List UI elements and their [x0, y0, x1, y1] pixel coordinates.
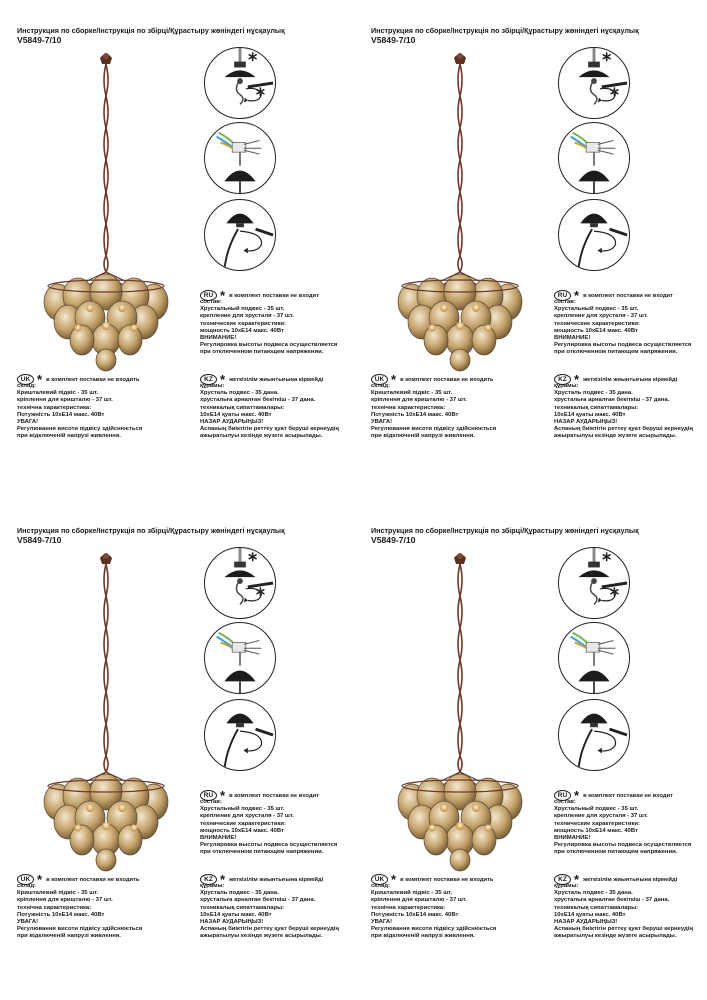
uk-line: УВАГА! — [17, 419, 39, 426]
ru-badge: RU — [200, 790, 217, 801]
uk-line: Потужність 10хЕ14 макс. 40Вт — [371, 911, 459, 918]
uk-line: Потужність 10хЕ14 макс. 40Вт — [17, 911, 105, 918]
ru-line: состав: — [200, 299, 222, 305]
asterisk-icon: * — [391, 371, 397, 387]
asterisk-icon: * — [391, 871, 397, 887]
kz-badge: KZ — [554, 374, 571, 385]
kz-line: 10хЕ14 қуаты макс. 40Вт — [554, 911, 626, 918]
kz-line: құрамы: — [200, 883, 225, 889]
uk-line: кріплення для кришталю - 37 шт. — [17, 397, 113, 404]
ru-text-block — [200, 299, 350, 357]
kz-line: 10хЕ14 қуаты макс. 40Вт — [200, 411, 272, 418]
uk-line: технічна характеристика: — [17, 904, 92, 911]
canopy-rotate-icon — [558, 199, 630, 271]
ru-badge: RU — [554, 290, 571, 301]
instruction-panel-top-left — [0, 0, 353, 500]
uk-line: Регулювання висоти підвісу здійснюється — [371, 926, 497, 933]
ru-line: Регулировка высоты подвеса осуществляется — [200, 842, 338, 849]
uk-line: склад: — [371, 383, 391, 389]
kz-line: НАЗАР АУДАРЫҢЫЗ! — [200, 419, 264, 426]
kz-line: НАЗАР АУДАРЫҢЫЗ! — [200, 919, 264, 926]
uk-line: Кришталевий підвіс - 35 шт. — [371, 890, 453, 897]
kz-line: Аспаның биіктігін реттеу қуат беруші кернеудің — [554, 426, 693, 433]
legend-ru-text: в комплект поставки не входит — [583, 292, 673, 299]
uk-text-block — [371, 383, 521, 441]
uk-line: УВАГА! — [371, 419, 393, 426]
ru-line: при отключенном питающем напряжении. — [200, 349, 324, 356]
kz-badge: KZ — [200, 374, 217, 385]
ru-line: крепление для хрусталя - 37 шт. — [200, 813, 294, 820]
asterisk-icon: * — [220, 287, 226, 303]
uk-line: УВАГА! — [371, 919, 393, 926]
kz-text-block — [554, 383, 704, 441]
ru-line: Регулировка высоты подвеса осуществляется — [554, 342, 692, 349]
kz-line: ажыратылуы кезінде жүзеге асырылады. — [200, 933, 323, 940]
ru-line: при отключенном питающем напряжении. — [554, 849, 678, 856]
asterisk-icon: * — [574, 371, 580, 387]
ru-line: Хрустальный подвес - 35 шт. — [554, 306, 639, 313]
legend-uk-text: в комплект поставки не входить — [400, 376, 494, 383]
ru-line: состав: — [554, 299, 576, 305]
ru-line: Хрустальный подвес - 35 шт. — [200, 306, 285, 313]
legend-kz-text: жеткізілім жиынтығына кірмейді — [583, 376, 678, 383]
asterisk-icon: * — [574, 787, 580, 803]
ru-badge: RU — [554, 790, 571, 801]
uk-line: Кришталевий підвіс - 35 шт. — [371, 390, 453, 397]
kz-line: ажыратылуы кезінде жүзеге асырылады. — [554, 933, 677, 940]
chandelier-illustration — [28, 50, 184, 372]
ru-line: технические характеристики: — [200, 320, 286, 327]
uk-line: кріплення для кришталю - 37 шт. — [371, 897, 467, 904]
ru-line: состав: — [200, 799, 222, 805]
kz-line: құрамы: — [200, 383, 225, 389]
canopy-rotate-icon — [204, 699, 276, 771]
ru-line: мощность 10хЕ14 макс. 40Вт — [554, 827, 638, 834]
uk-line: Потужність 10хЕ14 макс. 40Вт — [17, 411, 105, 418]
legend-kz-text: жеткізілім жиынтығына кірмейді — [229, 376, 324, 383]
ru-line: при отключенном питающем напряжении. — [200, 849, 324, 856]
kz-line: техникалық сипаттамалары: — [554, 404, 639, 411]
ru-badge: RU — [200, 290, 217, 301]
kz-line: Хрусталь подвес - 35 дана. — [200, 890, 279, 897]
uk-line: при відключеній напрузі живлення. — [371, 433, 475, 440]
uk-text-block — [17, 383, 167, 441]
ru-line: технические характеристики: — [200, 820, 286, 827]
kz-line: хрустальға арналған бекіткіш - 37 дана. — [200, 397, 316, 404]
ru-line: мощность 10хЕ14 макс. 40Вт — [200, 327, 284, 334]
kz-line: ажыратылуы кезінде жүзеге асырылады. — [554, 433, 677, 440]
ru-line: Хрустальный подвес - 35 шт. — [554, 806, 639, 813]
ru-line: ВНИМАНИЕ! — [554, 335, 591, 342]
wiring-icon — [558, 622, 630, 694]
uk-line: Регулювання висоти підвісу здійснюється — [17, 426, 143, 433]
ceiling-cup-icon — [204, 547, 276, 619]
ru-line: крепление для хрусталя - 37 шт. — [554, 313, 648, 320]
kz-line: құрамы: — [554, 883, 579, 889]
ru-line: технические характеристики: — [554, 820, 640, 827]
doc-header: Инструкция по сборке/Інструкція по збірці/Құрастыру жөніндегі нұсқаулық — [371, 526, 639, 535]
legend-uk-text: в комплект поставки не входить — [400, 876, 494, 883]
uk-badge: UK — [17, 874, 34, 885]
kz-line: Аспаның биіктігін реттеу қуат беруші кернеудің — [200, 926, 339, 933]
instruction-panel-top-right — [354, 0, 707, 500]
chandelier-illustration — [382, 50, 538, 372]
ru-line: при отключенном питающем напряжении. — [554, 349, 678, 356]
kz-line: 10хЕ14 қуаты макс. 40Вт — [554, 411, 626, 418]
uk-line: Регулювання висоти підвісу здійснюється — [371, 426, 497, 433]
ru-line: крепление для хрусталя - 37 шт. — [554, 813, 648, 820]
uk-line: кріплення для кришталю - 37 шт. — [371, 397, 467, 404]
wiring-icon — [204, 122, 276, 194]
uk-line: Кришталевий підвіс - 35 шт. — [17, 890, 99, 897]
kz-line: ажыратылуы кезінде жүзеге асырылады. — [200, 433, 323, 440]
ceiling-cup-icon — [204, 47, 276, 119]
instruction-panel-bottom-left — [0, 500, 353, 1000]
wiring-icon — [204, 622, 276, 694]
kz-line: хрустальға арналған бекіткіш - 37 дана. — [554, 897, 670, 904]
ru-line: Хрустальный подвес - 35 шт. — [200, 806, 285, 813]
model-number: V5849-7/10 — [371, 535, 416, 545]
uk-badge: UK — [17, 374, 34, 385]
kz-line: техникалық сипаттамалары: — [200, 404, 285, 411]
asterisk-icon: * — [220, 787, 226, 803]
kz-badge: KZ — [554, 874, 571, 885]
kz-line: хрустальға арналған бекіткіш - 37 дана. — [554, 397, 670, 404]
ru-line: Регулировка высоты подвеса осуществляется — [200, 342, 338, 349]
legend-kz-text: жеткізілім жиынтығына кірмейді — [583, 876, 678, 883]
kz-line: Хрусталь подвес - 35 дана. — [554, 890, 633, 897]
doc-header: Инструкция по сборке/Інструкція по збірці/Құрастыру жөніндегі нұсқаулық — [17, 526, 285, 535]
ru-line: ВНИМАНИЕ! — [200, 835, 237, 842]
kz-line: Аспаның биіктігін реттеу қуат беруші кернеудің — [554, 926, 693, 933]
ru-line: технические характеристики: — [554, 320, 640, 327]
kz-text-block — [554, 883, 704, 941]
uk-badge: UK — [371, 874, 388, 885]
kz-line: хрустальға арналған бекіткіш - 37 дана. — [200, 897, 316, 904]
uk-line: технічна характеристика: — [371, 904, 446, 911]
uk-line: при відключеній напрузі живлення. — [17, 933, 121, 940]
kz-line: НАЗАР АУДАРЫҢЫЗ! — [554, 419, 618, 426]
uk-line: при відключеній напрузі живлення. — [17, 433, 121, 440]
chandelier-illustration — [382, 550, 538, 872]
ru-line: мощность 10хЕ14 макс. 40Вт — [554, 327, 638, 334]
wiring-icon — [558, 122, 630, 194]
legend-kz-text: жеткізілім жиынтығына кірмейді — [229, 876, 324, 883]
legend-ru-text: в комплект поставки не входит — [229, 792, 319, 799]
ru-line: ВНИМАНИЕ! — [554, 835, 591, 842]
canopy-rotate-icon — [558, 699, 630, 771]
uk-text-block — [371, 883, 521, 941]
instruction-panel-bottom-right — [354, 500, 707, 1000]
canopy-rotate-icon — [204, 199, 276, 271]
uk-line: УВАГА! — [17, 919, 39, 926]
ceiling-cup-icon — [558, 47, 630, 119]
uk-line: Кришталевий підвіс - 35 шт. — [17, 390, 99, 397]
ru-text-block — [200, 799, 350, 857]
kz-line: құрамы: — [554, 383, 579, 389]
uk-line: технічна характеристика: — [17, 404, 92, 411]
ru-text-block — [554, 299, 704, 357]
model-number: V5849-7/10 — [371, 35, 416, 45]
ru-line: Регулировка высоты подвеса осуществляется — [554, 842, 692, 849]
asterisk-icon: * — [574, 871, 580, 887]
kz-line: 10хЕ14 қуаты макс. 40Вт — [200, 911, 272, 918]
uk-line: склад: — [371, 883, 391, 889]
ceiling-cup-icon — [558, 547, 630, 619]
uk-line: Регулювання висоти підвісу здійснюється — [17, 926, 143, 933]
model-number: V5849-7/10 — [17, 35, 62, 45]
uk-badge: UK — [371, 374, 388, 385]
ru-line: мощность 10хЕ14 макс. 40Вт — [200, 827, 284, 834]
uk-line: склад: — [17, 383, 37, 389]
uk-line: кріплення для кришталю - 37 шт. — [17, 897, 113, 904]
ru-text-block — [554, 799, 704, 857]
uk-line: склад: — [17, 883, 37, 889]
asterisk-icon: * — [574, 287, 580, 303]
asterisk-icon: * — [37, 871, 43, 887]
doc-header: Инструкция по сборке/Інструкція по збірці/Құрастыру жөніндегі нұсқаулық — [371, 26, 639, 35]
chandelier-illustration — [28, 550, 184, 872]
legend-ru-text: в комплект поставки не входит — [583, 792, 673, 799]
kz-line: НАЗАР АУДАРЫҢЫЗ! — [554, 919, 618, 926]
uk-line: технічна характеристика: — [371, 404, 446, 411]
kz-line: Аспаның биіктігін реттеу қуат беруші кернеудің — [200, 426, 339, 433]
asterisk-icon: * — [220, 371, 226, 387]
ru-line: состав: — [554, 799, 576, 805]
model-number: V5849-7/10 — [17, 535, 62, 545]
ru-line: ВНИМАНИЕ! — [200, 335, 237, 342]
legend-uk-text: в комплект поставки не входить — [46, 876, 140, 883]
uk-text-block — [17, 883, 167, 941]
kz-badge: KZ — [200, 874, 217, 885]
kz-text-block — [200, 383, 350, 441]
kz-line: техникалық сипаттамалары: — [200, 904, 285, 911]
uk-line: Потужність 10хЕ14 макс. 40Вт — [371, 411, 459, 418]
legend-uk-text: в комплект поставки не входить — [46, 376, 140, 383]
kz-line: Хрусталь подвес - 35 дана. — [200, 390, 279, 397]
ru-line: крепление для хрусталя - 37 шт. — [200, 313, 294, 320]
kz-line: техникалық сипаттамалары: — [554, 904, 639, 911]
kz-text-block — [200, 883, 350, 941]
legend-ru-text: в комплект поставки не входит — [229, 292, 319, 299]
asterisk-icon: * — [220, 871, 226, 887]
kz-line: Хрусталь подвес - 35 дана. — [554, 390, 633, 397]
asterisk-icon: * — [37, 371, 43, 387]
uk-line: при відключеній напрузі живлення. — [371, 933, 475, 940]
doc-header: Инструкция по сборке/Інструкція по збірці/Құрастыру жөніндегі нұсқаулық — [17, 26, 285, 35]
